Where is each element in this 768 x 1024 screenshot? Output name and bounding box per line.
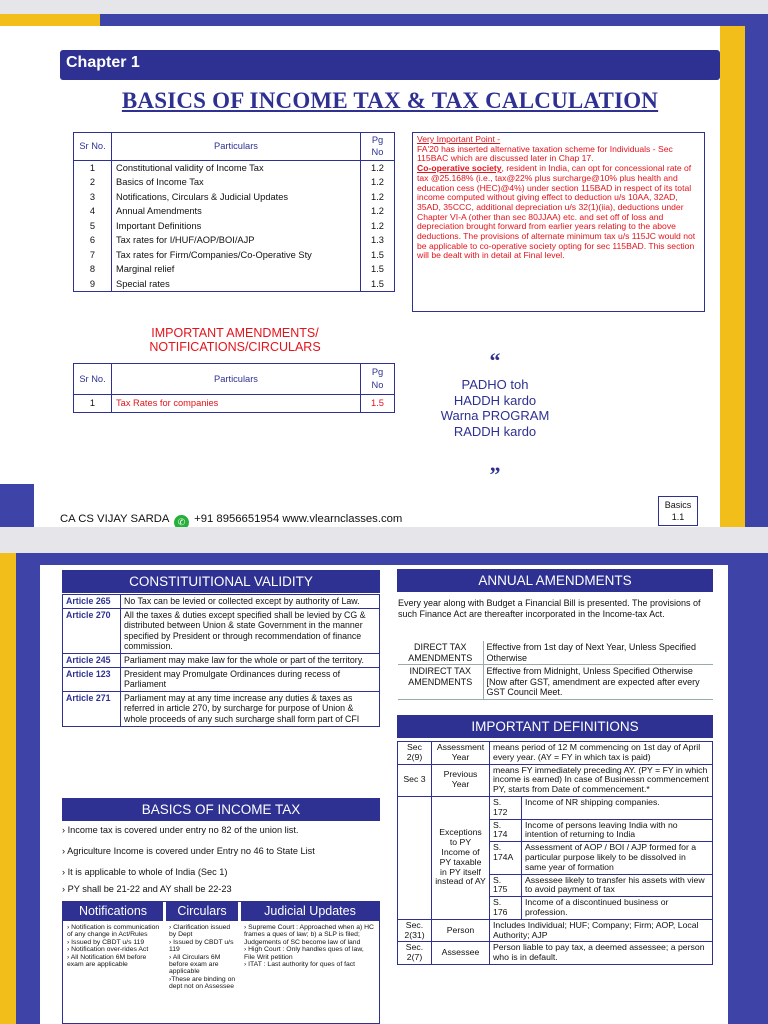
section-cell: S. 172 (490, 796, 522, 819)
table-row[interactable] (74, 204, 395, 218)
list-item: › Notification is communication of any change in Act/Rules (67, 924, 160, 939)
page-2 (0, 553, 768, 1024)
definition-cell: Assessment of AOP / BOI / AJP formed for a particular purpose likely to be dissolved in same year of formation (522, 842, 713, 874)
list-item: › Supreme Court : Approached when a) HC frames a ques of law; b) a SLP is filed; Judgements of SC become law of land (244, 924, 374, 946)
definition-cell: Assessee likely to transfer his assets with view to avoid payment of tax (522, 874, 713, 897)
motto-line: RADDH kardo (453, 423, 537, 439)
amendment-type: INDIRECT TAX AMENDMENTS (398, 665, 483, 700)
section-cell (398, 796, 432, 919)
circulars-column (169, 924, 239, 991)
articles-table (62, 594, 380, 727)
article-cell: Article 270 (63, 608, 121, 653)
section-heading: CONSTITUITIONAL VALIDITY (62, 570, 380, 593)
definition-cell: Income of NR shipping companies. (522, 796, 713, 819)
definition-cell: Includes Individual; HUF; Company; Firm; AOP, Local Authority; AJP (490, 919, 713, 942)
term-cell: Assessment Year (432, 742, 490, 765)
table-header (74, 364, 395, 395)
section-cell: S. 176 (490, 897, 522, 920)
page-cell: 1.2 (361, 190, 395, 204)
basics-point: › Income tax is covered under entry no 82 of the union list. (62, 825, 299, 835)
amendments-effective-table (398, 641, 713, 700)
basics-point: › Agriculture Income is covered under Entry no 46 to State List (62, 846, 315, 856)
page-tag-number: 1.1 (671, 512, 685, 522)
article-text: President may Promulgate Ordinances during recess of Parliament (121, 667, 380, 691)
table-row (63, 667, 380, 691)
amendments-heading: IMPORTANT AMENDMENTS/ NOTIFICATIONS/CIRCULARS (149, 326, 321, 354)
whatsapp-icon: ✆ (174, 515, 189, 527)
page-tag-label: Basics (664, 500, 692, 510)
table-row[interactable] (74, 233, 395, 247)
particulars-cell: Constitutional validity of Income Tax (116, 162, 264, 173)
amendment-type: DIRECT TAX AMENDMENTS (398, 641, 483, 665)
article-cell: Article 265 (63, 595, 121, 609)
page-cell: 1.5 (361, 276, 395, 291)
list-item: ›These are binding on dept not on Assessee (169, 975, 236, 991)
page-cell: 1.2 (361, 160, 395, 175)
table-row (398, 665, 713, 700)
sr-cell: 1 (74, 160, 112, 175)
table-row (398, 764, 713, 796)
phone-number: +91 8956651954 (194, 513, 280, 525)
sr-cell: 8 (74, 262, 112, 276)
particulars-cell: Basics of Income Tax (116, 177, 204, 188)
sr-cell: 9 (74, 276, 112, 291)
sr-cell: 4 (74, 204, 112, 218)
page-cell: 1.5 (361, 395, 395, 413)
notifications-column (67, 924, 161, 968)
top-frame-yellow (0, 14, 100, 26)
right-frame-blue (745, 14, 768, 527)
section-cell: S. 175 (490, 874, 522, 897)
definition-cell: Income of persons leaving India with no intention of returning to India (522, 819, 713, 842)
table-row (398, 942, 713, 965)
motto-quote (400, 377, 590, 439)
definition-cell: means period of 12 M commencing on 1st day of April every year. (AY = FY in which tax is paid) (490, 742, 713, 765)
column-header: Particulars (112, 364, 361, 395)
section-cell: S. 174A (490, 842, 522, 874)
table-row (398, 641, 713, 665)
top-frame-blue (0, 14, 768, 26)
page-cell: 1.5 (361, 262, 395, 276)
list-item: › Issued by CBDT u/s 119 (67, 938, 145, 946)
left-frame-yellow (0, 553, 16, 1024)
column-header: Pg No (361, 133, 395, 161)
table-row (63, 691, 380, 726)
table-row (398, 919, 713, 942)
table-row[interactable] (74, 276, 395, 291)
page-cell: 1.2 (361, 204, 395, 218)
page-title: BASICS OF INCOME TAX & TAX CALCULATION (121, 88, 659, 113)
sr-cell: 6 (74, 233, 112, 247)
left-frame-blue (0, 484, 34, 527)
table-row (63, 608, 380, 653)
table-row[interactable] (74, 175, 395, 189)
term-cell: Exceptions to PY Income of PY taxable in PY itself instead of AY (432, 796, 490, 919)
column-header: Pg No (361, 364, 395, 395)
right-frame-blue (728, 553, 768, 1024)
section-heading: ANNUAL AMENDMENTS (397, 569, 713, 592)
section-cell: Sec 3 (398, 764, 432, 796)
quote-open-mark: “ (489, 348, 501, 373)
definition-cell: Person liable to pay tax, a deemed assessee; a person who is in default. (490, 942, 713, 965)
page-cell: 1.2 (361, 175, 395, 189)
contents-table (73, 132, 395, 292)
particulars-cell: Notifications, Circulars & Judicial Updates (116, 191, 289, 202)
definitions-table (397, 741, 713, 965)
definition-cell: Income of a discontinued business or profession. (522, 897, 713, 920)
particulars-cell: Marginal relief (116, 264, 175, 275)
article-cell: Article 271 (63, 691, 121, 726)
list-item: › All Circulars 6M before exam are applicable (169, 953, 221, 976)
column-heading: Notifications (63, 902, 163, 921)
footer (60, 513, 402, 527)
column-header: Sr No. (74, 133, 112, 161)
table-row[interactable] (74, 247, 395, 261)
amendment-effect: Effective from 1st day of Next Year, Unless Specified Otherwise (483, 641, 713, 665)
column-heading: Circulars (166, 902, 238, 921)
particulars-cell: Tax rates for I/HUF/AOP/BOI/AJP (116, 235, 255, 246)
table-row (63, 595, 380, 609)
table-row[interactable] (74, 160, 395, 175)
term-cell: Assessee (432, 942, 490, 965)
column-header: Particulars (112, 133, 361, 161)
table-row[interactable] (74, 395, 395, 413)
particulars-cell: Tax rates for Firm/Companies/Co-Operative Sty (116, 249, 312, 260)
important-point-text: FA'20 has inserted alternative taxation scheme for Individuals - Sec 115BAC which are discussed later in Chap 17. (417, 143, 673, 164)
particulars-cell: Special rates (116, 278, 170, 289)
term-cell: Previous Year (432, 764, 490, 796)
list-item: › Clarification issued by Dept (169, 924, 231, 939)
page-cell: 1.5 (361, 247, 395, 261)
article-text: No Tax can be levied or collected except by authority of Law. (121, 595, 380, 609)
quote-close-mark: ” (489, 462, 501, 487)
table-row[interactable] (74, 262, 395, 276)
important-point-heading: Very Important Point - (417, 134, 501, 144)
sr-cell: 2 (74, 175, 112, 189)
sr-cell: 7 (74, 247, 112, 261)
section-cell: Sec. 2(31) (398, 919, 432, 942)
column-header: Sr No. (74, 364, 112, 395)
section-heading: IMPORTANT DEFINITIONS (397, 715, 713, 738)
list-item: › ITAT : Last authority for ques of fact (244, 961, 356, 969)
motto-line: PADHO toh (461, 377, 529, 392)
list-item: › Issued by CBDT u/s 119 (169, 938, 234, 954)
table-row (63, 653, 380, 667)
basics-point: › PY shall be 21-22 and AY shall be 22-23 (62, 884, 232, 894)
table-row (398, 796, 713, 819)
article-cell: Article 123 (63, 667, 121, 691)
article-cell: Article 245 (63, 653, 121, 667)
important-point-lead: Co-operative society (417, 163, 502, 174)
term-cell: Person (432, 919, 490, 942)
article-text: Parliament may make law for the whole or part of the territory. (121, 653, 380, 667)
list-item: › Notification over-rides Act (67, 946, 149, 954)
column-heading: Judicial Updates (241, 902, 379, 921)
page-1 (0, 14, 768, 527)
important-point-box (412, 132, 705, 312)
section-heading: BASICS OF INCOME TAX (62, 798, 380, 821)
author-name: CA CS VIJAY SARDA (60, 513, 169, 525)
article-text: All the taxes & duties except specified shall be levied by CG & distributed between Union & state Government in the manner specified by President or through recommendation of finance commission. (121, 608, 380, 653)
table-row[interactable] (74, 218, 395, 232)
amendments-table (73, 363, 395, 413)
particulars-cell: Tax Rates for companies (116, 398, 219, 408)
basics-point: › It is applicable to whole of India (Sec 1) (62, 867, 228, 877)
particulars-cell: Important Definitions (116, 220, 202, 231)
page-tag (658, 496, 698, 526)
chapter-label: Chapter 1 (60, 50, 720, 80)
amendments-intro: Every year along with Budget a Financial Bill is presented. The provisions of such Finance Act are thereafter incorporated in the Income-tax Act. (398, 598, 701, 619)
section-cell: S. 174 (490, 819, 522, 842)
important-point-text: , resident in India, can opt for concessional rate of tax @25.168% (i.e., tax@22% plus surcharge@10% plus health and education cess (HEC)@4%) under section 115BAD in respect of its total income computed without giving effect to deduction u/s 10AA, 32AD, 35AD, 35CCC, additional depreciation u/s 32(1)(iia), deductions under Chapter VI-A (other than sec 80JJAA) etc. and set off of loss and depreciation brought forward from earlier years relating to the above deductions. The provisions of alternate minimum tax u/s 115JC would not be applicable to co-operative society opting for sec 115BAD. This section will be dealt with in detail at Final level. (417, 163, 696, 261)
top-frame-blue (40, 553, 768, 565)
amendment-effect: Effective from Midnight, Unless Specified Otherwise [Now after GST, amendment are expected after every GST Council Meet. (483, 665, 713, 700)
sr-cell: 1 (74, 395, 112, 413)
page-cell: 1.2 (361, 218, 395, 232)
table-row (398, 742, 713, 765)
motto-line: Warna PROGRAM (440, 408, 550, 423)
list-item: › High Court : Only handles ques of law, File Writ petition (244, 946, 364, 961)
judicial-column (244, 924, 376, 968)
section-cell: Sec 2(9) (398, 742, 432, 765)
section-cell: Sec. 2(7) (398, 942, 432, 965)
sr-cell: 3 (74, 190, 112, 204)
article-text: Parliament may at any time increase any duties & taxes as referred in article 270, by surcharge for purpose of Union & whole proceeds of any such surcharge shall form part of CFI (121, 691, 380, 726)
sr-cell: 5 (74, 218, 112, 232)
particulars-cell: Annual Amendments (116, 206, 202, 217)
motto-line: HADDH kardo (453, 392, 537, 408)
table-row[interactable] (74, 190, 395, 204)
table-header (74, 133, 395, 161)
definition-cell: means FY immediately preceding AY. (PY = FY in which income is earned) In case of Businessn commencement PY, starts from Date of commencement.* (490, 764, 713, 796)
page-cell: 1.3 (361, 233, 395, 247)
website-link[interactable]: www.vlearnclasses.com (282, 513, 403, 525)
notifications-circulars-box (62, 901, 380, 1024)
list-item: › All Notification 6M before exam are applicable (67, 953, 147, 969)
